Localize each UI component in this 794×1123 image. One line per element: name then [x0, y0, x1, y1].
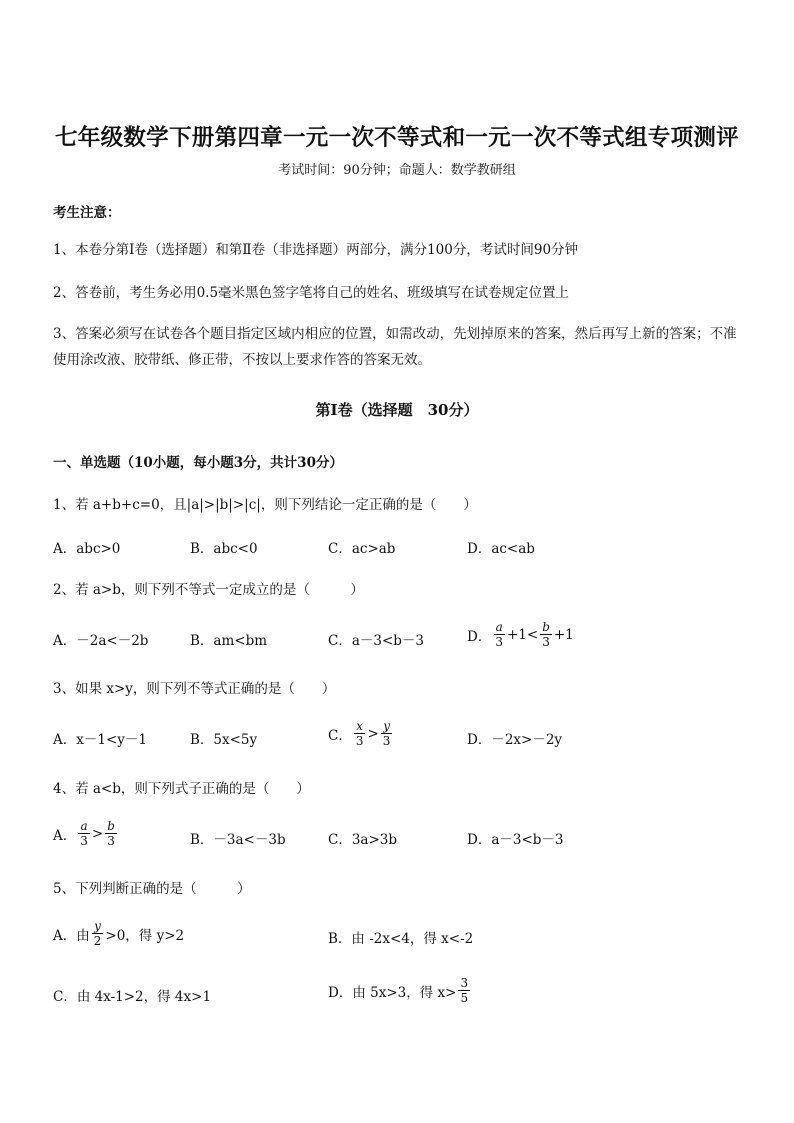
notice-item-2: 2、答卷前，考生务必用0.5毫米黑色签字笔将自己的姓名、班级填写在试卷规定位置上 [53, 285, 570, 301]
part-heading: 一、单选题（10小题，每小题3分，共计30分） [53, 455, 343, 471]
fraction: $\frac{b}{3}$ [107, 819, 115, 848]
q5-option-b[interactable]: B．由 -2x<4，得 x<-2 [328, 931, 474, 947]
q2-option-a[interactable]: A．－2a<－2b [53, 633, 149, 649]
section-title: 第Ⅰ卷（选择题 30分） [315, 401, 479, 419]
question-3-stem: 3、如果 x>y，则下列不等式正确的是（ ） [53, 681, 336, 697]
option-letter: A． [53, 827, 77, 844]
fraction: $\frac{a}{3}$ [80, 819, 88, 848]
option-letter: D． [467, 628, 492, 645]
option-letter: D．由 5x>3，得 x> [328, 984, 457, 1001]
q1-option-a[interactable]: A．abc>0 [53, 541, 121, 557]
notice-heading: 考生注意： [53, 205, 121, 221]
q3-option-c[interactable]: C． $\frac{x}{3}$ > $\frac{y}{3}$ [328, 719, 391, 748]
exam-subtitle: 考试时间：90分钟；命题人：数学教研组 [278, 163, 516, 178]
question-2-stem: 2、若 a>b，则下列不等式一定成立的是（ ） [53, 582, 364, 598]
fraction: $\frac{3}{5}$ [460, 976, 469, 1005]
q3-option-d[interactable]: D．－2x>－2y [467, 732, 563, 748]
fraction: $\frac{b}{3}$ [542, 620, 550, 649]
q4-option-c[interactable]: C．3a>3b [328, 832, 398, 848]
fraction: $\frac{x}{3}$ [355, 719, 364, 748]
option-letter: A．由 [53, 927, 90, 944]
q2-option-b[interactable]: B．am<bm [190, 633, 268, 649]
option-letter: C． [328, 727, 352, 744]
q1-option-b[interactable]: B．abc<0 [190, 541, 258, 557]
page-title: 七年级数学下册第四章一元一次不等式和一元一次不等式组专项测评 [54, 125, 739, 151]
q4-option-a[interactable]: A． $\frac{a}{3}$ > $\frac{b}{3}$ [53, 819, 115, 848]
q5-option-c[interactable]: C．由 4x-1>2，得 4x>1 [53, 989, 212, 1005]
fraction: $\frac{y}{3}$ [382, 719, 391, 748]
q2-option-d[interactable]: D． $\frac{a}{3}$ +1< $\frac{b}{3}$ +1 [467, 620, 574, 649]
q5-option-d[interactable] [328, 976, 472, 1005]
q2-option-c[interactable]: C．a－3<b－3 [328, 633, 425, 649]
fraction: $\frac{y}{2}$ [93, 919, 102, 948]
q1-option-c[interactable]: C．ac>ab [328, 541, 396, 557]
q4-option-d[interactable]: D．a－3<b－3 [467, 832, 564, 848]
notice-item-3: 3、答案必须写在试卷各个题目指定区域内相应的位置，如需改动，先划掉原来的答案，然后再写上新的答案；不准使用涂改液、胶带纸、修正带，不按以上要求作答的答案无效。 [53, 326, 737, 368]
question-4-stem: 4、若 a<b，则下列式子正确的是（ ） [53, 781, 310, 797]
q4-option-b[interactable]: B．－3a<－3b [190, 832, 286, 848]
notice-item-1: 1、本卷分第Ⅰ卷（选择题）和第Ⅱ卷（非选择题）两部分，满分100分，考试时间90分钟 [53, 242, 579, 258]
fraction: $\frac{a}{3}$ [495, 620, 503, 649]
q1-option-d[interactable]: D．ac<ab [467, 541, 535, 557]
question-1-stem: 1、若 a+b+c=0，且|a|>|b|>|c|，则下列结论一定正确的是（ ） [53, 497, 477, 513]
q5-option-a[interactable]: A．由 $\frac{y}{2}$ >0，得 y>2 [53, 919, 185, 948]
question-5-stem: 5、下列判断正确的是（ ） [53, 881, 251, 897]
q3-option-b[interactable]: B．5x<5y [190, 732, 258, 748]
q3-option-a[interactable]: A．x－1<y－1 [53, 732, 147, 748]
